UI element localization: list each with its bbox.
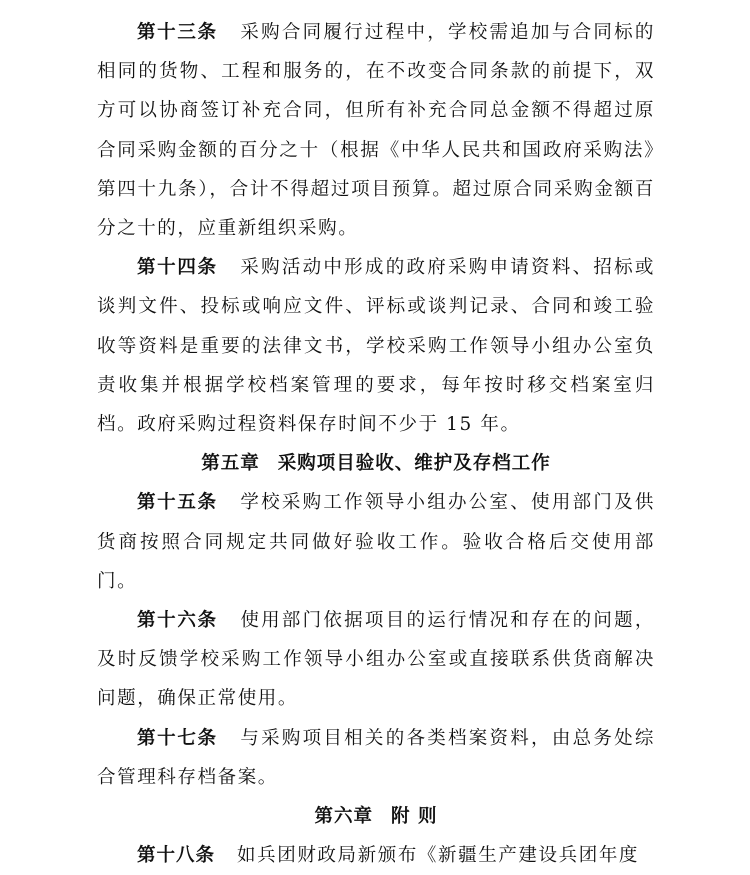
article-number: 第十五条	[137, 492, 218, 514]
document-page	[97, 13, 655, 875]
chapter-title: 附 则	[391, 806, 438, 828]
article-text: 采购合同履行过程中，学校需追加与合同标的相同的货物、工程和服务的，在不改变合同条款的前提下，双方可以协商签订补充合同，但所有补充合同总金额不得超过原合同采购金额的百分之十（根据《中华人民共和国政府采购法》第四十九条），合计不得超过项目预算。超过原合同采购金额百分之十的，应重新组织采购。	[97, 22, 655, 240]
chapter-6-heading	[97, 797, 655, 836]
article-number: 第十三条	[137, 22, 218, 43]
article-18	[97, 836, 655, 875]
article-text: 采购活动中形成的政府采购申请资料、招标或谈判文件、投标或响应文件、评标或谈判记录、合同和竣工验收等资料是重要的法律文书，学校采购工作领导小组办公室负责收集并根据学校档案管理的要求，每年按时移交档案室归档。政府采购过程资料保存时间不少于 15 年。	[97, 257, 655, 436]
article-number: 第十七条	[137, 727, 218, 749]
article-number: 第十四条	[137, 257, 218, 279]
chapter-number: 第六章	[314, 806, 374, 828]
article-number: 第十六条	[137, 610, 218, 632]
article-13	[97, 13, 655, 248]
article-text: 学校采购工作领导小组办公室、使用部门及供货商按照合同规定共同做好验收工作。验收合格后交使用部门。	[97, 492, 655, 592]
article-14	[97, 248, 655, 444]
article-text: 如兵团财政局新颁布《新疆生产建设兵团年度	[237, 845, 640, 867]
chapter-title: 采购项目验收、维护及存档工作	[277, 453, 551, 475]
article-16	[97, 601, 655, 719]
chapter-number: 第五章	[201, 453, 260, 475]
article-17	[97, 719, 655, 797]
article-number: 第十八条	[137, 845, 216, 867]
article-text: 使用部门依据项目的运行情况和存在的问题，及时反馈学校采购工作领导小组办公室或直接联系供货商解决问题，确保正常使用。	[97, 610, 655, 710]
article-15	[97, 483, 655, 601]
article-text: 与采购项目相关的各类档案资料，由总务处综合管理科存档备案。	[97, 727, 655, 788]
chapter-5-heading	[97, 444, 655, 483]
